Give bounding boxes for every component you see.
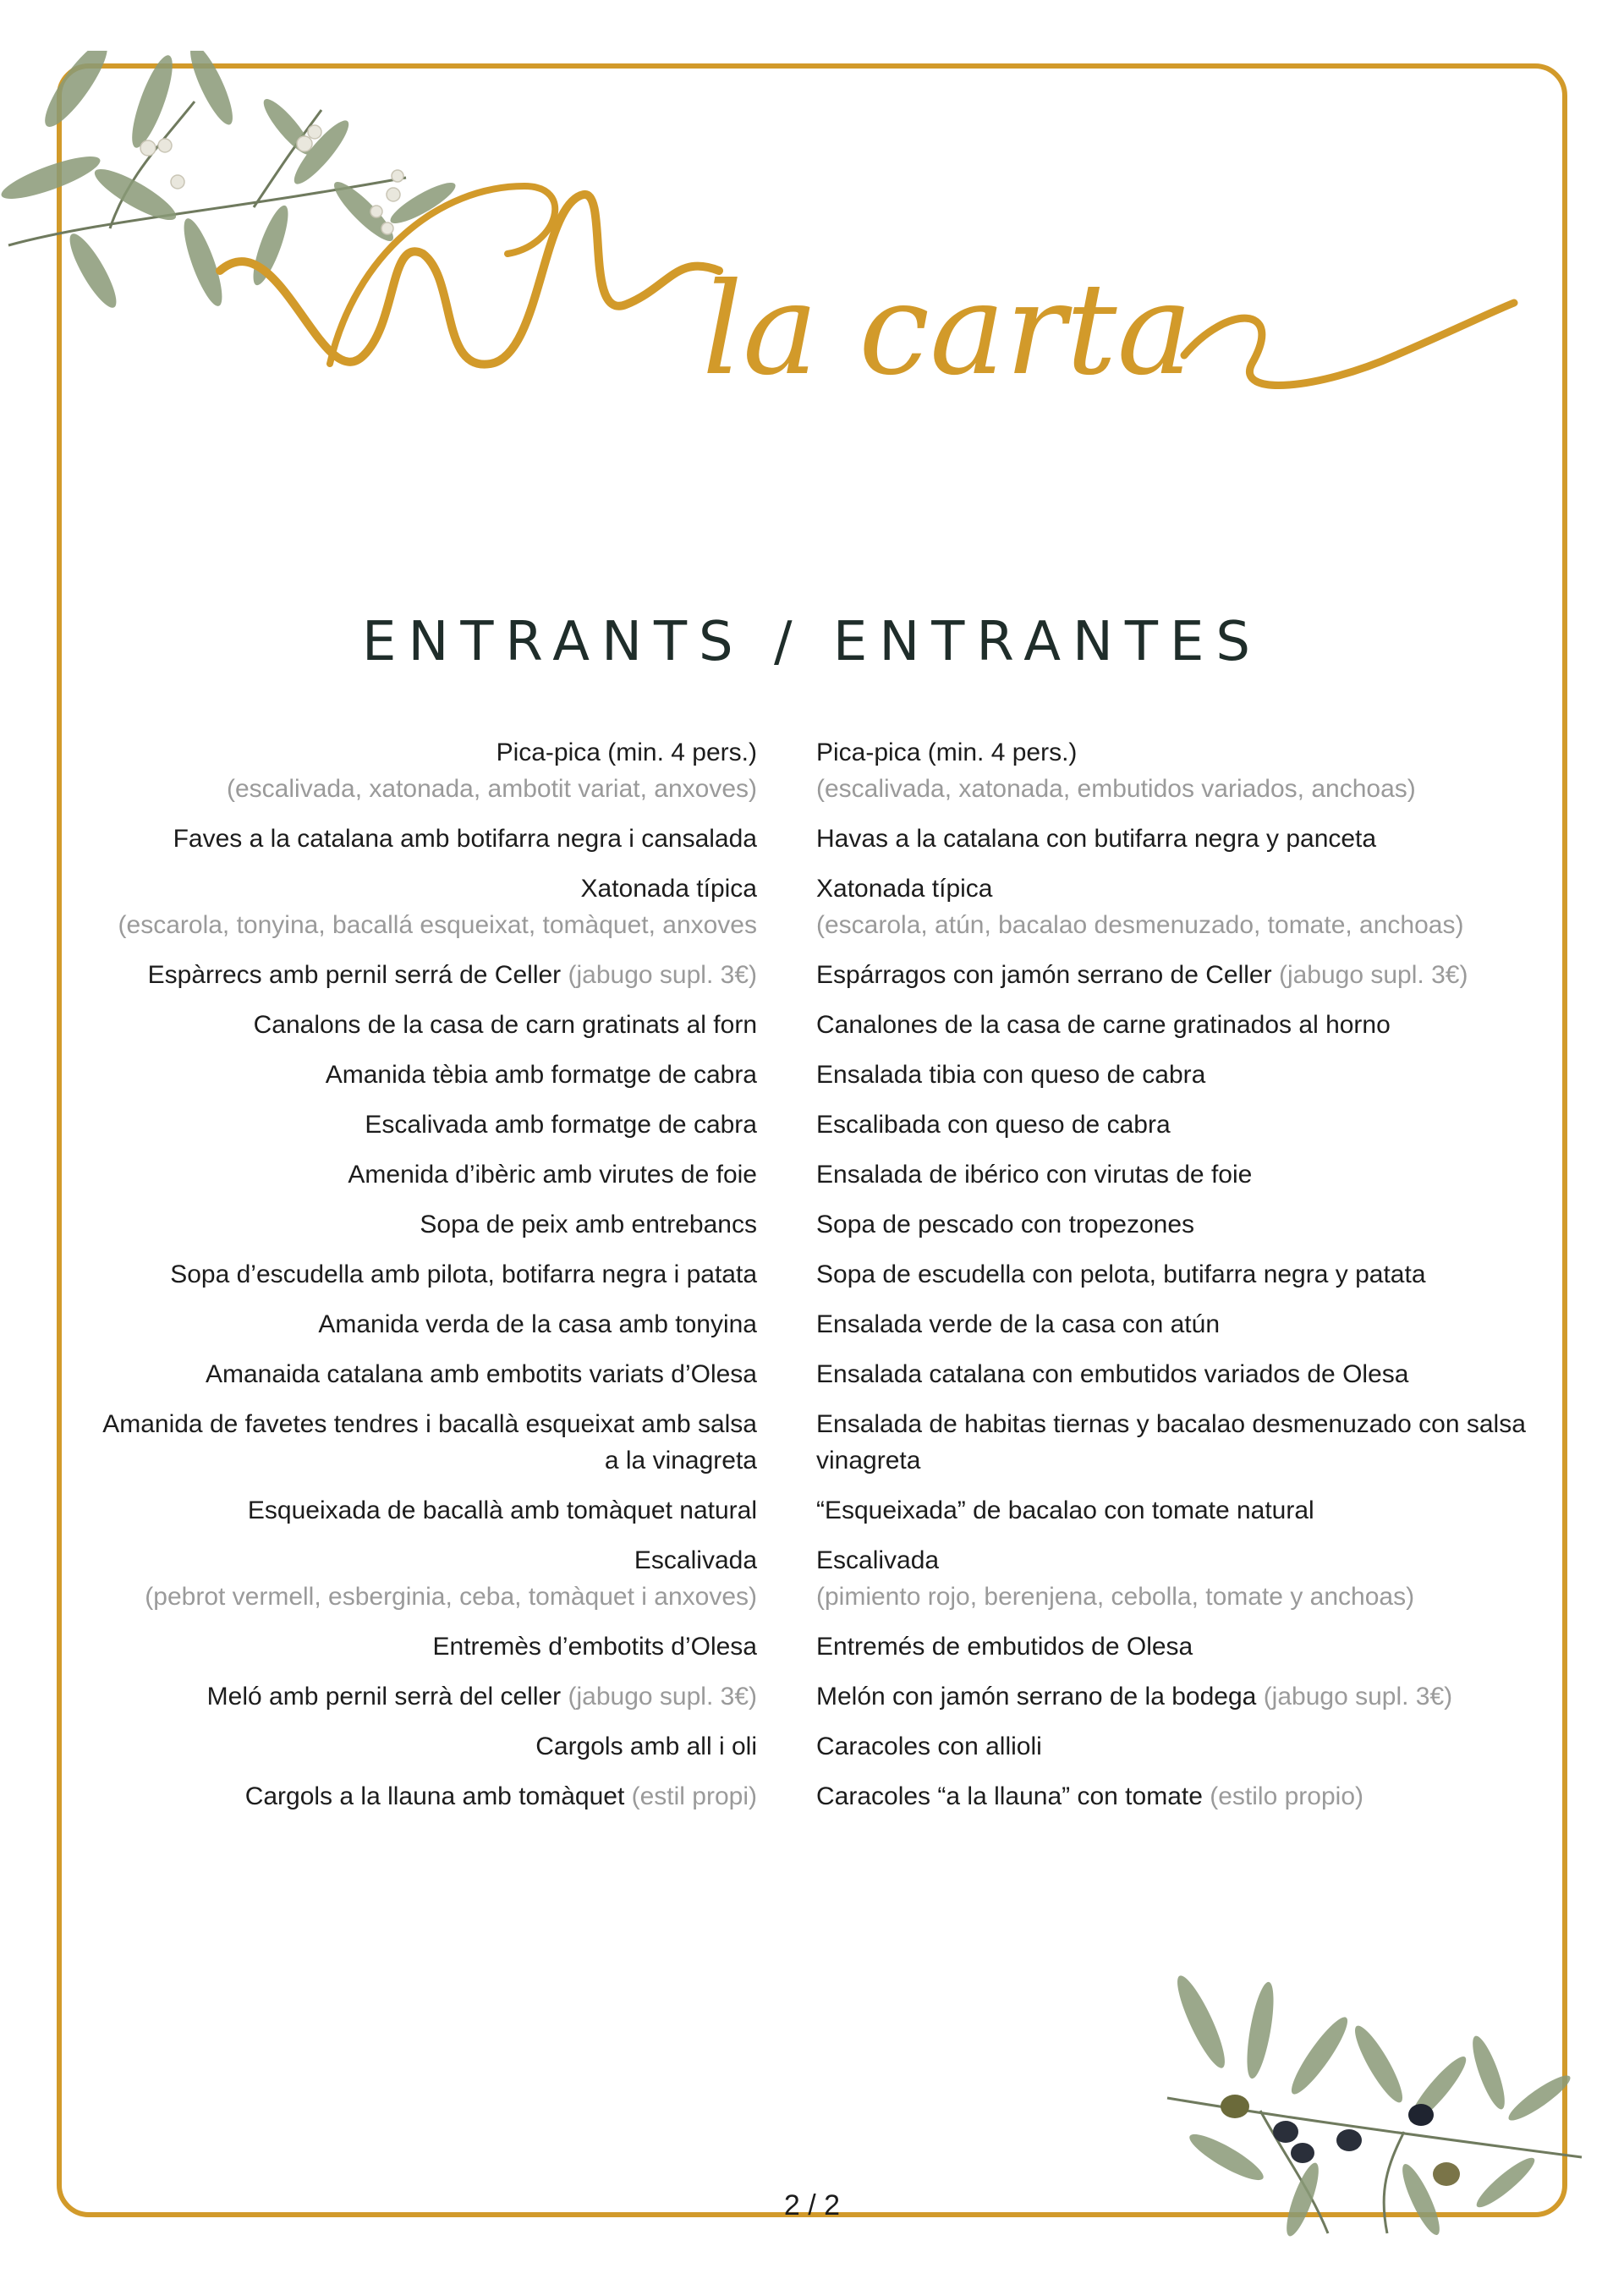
dish-name: Havas a la catalana con butifarra negra y panceta	[816, 825, 1377, 853]
dish-name: Sopa de peix amb entrebancs	[420, 1211, 757, 1238]
dish-spanish	[787, 1778, 1539, 1815]
dish-name: Ensalada de habitas tiernas y bacalao desmenuzado con salsa vinagreta	[816, 1410, 1526, 1474]
dish-spanish	[787, 1007, 1539, 1043]
dish-catalan	[85, 870, 787, 943]
dish-spanish	[787, 1678, 1539, 1715]
dish-catalan	[85, 734, 787, 807]
dish-name: Ensalada verde de la casa con atún	[816, 1310, 1220, 1338]
dish-catalan	[85, 957, 787, 993]
dish-name: Xatonada típica	[816, 875, 993, 903]
dish-name: Escalibada con queso de cabra	[816, 1111, 1171, 1139]
dish-catalan	[85, 1107, 787, 1143]
menu-row	[85, 1206, 1539, 1243]
dish-spanish	[787, 734, 1539, 807]
section-title: ENTRANTS / ENTRANTES	[362, 611, 1262, 673]
dish-name: Cargols amb all i oli	[535, 1733, 757, 1760]
dish-catalan	[85, 1306, 787, 1343]
dish-spanish	[787, 870, 1539, 943]
dish-catalan	[85, 1542, 787, 1615]
dish-name: Canalons de la casa de carn gratinats al forn	[253, 1011, 757, 1039]
dish-spanish	[787, 1356, 1539, 1392]
dish-name: Caracoles con allioli	[816, 1733, 1042, 1760]
dish-name: Amanida de favetes tendres i bacallà esqueixat amb salsa a la vinagreta	[102, 1410, 757, 1474]
menu-row	[85, 1628, 1539, 1665]
dish-name: Amenida d’ibèric amb virutes de foie	[348, 1161, 757, 1189]
dish-spanish	[787, 1728, 1539, 1765]
dish-name: Sopa d’escudella amb pilota, botifarra negra i patata	[170, 1260, 757, 1288]
dish-name: Sopa de pescado con tropezones	[816, 1211, 1194, 1238]
menu-row	[85, 1007, 1539, 1043]
menu-row	[85, 1678, 1539, 1715]
dish-spanish	[787, 1256, 1539, 1293]
dish-catalan	[85, 1007, 787, 1043]
menu-row	[85, 1306, 1539, 1343]
dish-spanish	[787, 1156, 1539, 1193]
dish-spanish	[787, 1628, 1539, 1665]
dish-spanish	[787, 1492, 1539, 1529]
dish-spanish	[787, 1206, 1539, 1243]
dish-catalan	[85, 1206, 787, 1243]
dish-name: Amanida tèbia amb formatge de cabra	[325, 1061, 757, 1089]
menu-row	[85, 1406, 1539, 1479]
dish-name: Pica-pica (min. 4 pers.)	[496, 739, 757, 766]
dish-name: Meló amb pernil serrà del celler	[206, 1683, 562, 1711]
dish-name: Melón con jamón serrano de la bodega	[816, 1683, 1257, 1711]
dish-name: Escalivada	[634, 1546, 757, 1574]
menu-row	[85, 1107, 1539, 1143]
dish-catalan	[85, 1728, 787, 1765]
dish-description: (escalivada, xatonada, ambotit variat, anxoves)	[227, 775, 757, 803]
dish-description: (escalivada, xatonada, embutidos variados, anchoas)	[816, 775, 1416, 803]
menu-row	[85, 870, 1539, 943]
menu-row	[85, 1256, 1539, 1293]
dish-name: Ensalada catalana con embutidos variados de Olesa	[816, 1360, 1409, 1388]
dish-name: Entremès d’embotits d’Olesa	[432, 1633, 757, 1661]
dish-name: Escalivada amb formatge de cabra	[365, 1111, 757, 1139]
dish-catalan	[85, 1156, 787, 1193]
menu-row	[85, 1542, 1539, 1615]
script-title: la carta	[702, 256, 1193, 404]
dish-catalan	[85, 1406, 787, 1479]
dish-description: (pebrot vermell, esberginia, ceba, tomàquet i anxoves)	[145, 1583, 757, 1611]
dish-spanish	[787, 1406, 1539, 1479]
menu-row	[85, 957, 1539, 993]
dish-name: Sopa de escudella con pelota, butifarra negra y patata	[816, 1260, 1426, 1288]
dish-name: Amanida verda de la casa amb tonyina	[318, 1310, 757, 1338]
dish-description: (escarola, tonyina, bacallá esqueixat, tomàquet, anxoves	[118, 911, 757, 939]
dish-name: “Esqueixada” de bacalao con tomate natural	[816, 1496, 1314, 1524]
dish-name: Amanaida catalana amb embotits variats d’Olesa	[205, 1360, 757, 1388]
menu-row	[85, 1492, 1539, 1529]
dish-name: Ensalada tibia con queso de cabra	[816, 1061, 1206, 1089]
dish-name: Entremés de embutidos de Olesa	[816, 1633, 1193, 1661]
dish-spanish	[787, 1057, 1539, 1093]
menu-list	[85, 734, 1539, 1828]
dish-spanish	[787, 957, 1539, 993]
dish-name: Cargols a la llauna amb tomàquet	[244, 1782, 625, 1810]
dish-name: Ensalada de ibérico con virutas de foie	[816, 1161, 1253, 1189]
dish-note: (estilo propio)	[1210, 1782, 1363, 1810]
dish-catalan	[85, 1356, 787, 1392]
dish-catalan	[85, 1492, 787, 1529]
page-number: 2 / 2	[783, 2189, 841, 2221]
dish-spanish	[787, 821, 1539, 857]
dish-name: Espárragos con jamón serrano de Celler	[816, 961, 1272, 989]
menu-row	[85, 821, 1539, 857]
dish-catalan	[85, 1778, 787, 1815]
dish-name: Escalivada	[816, 1546, 940, 1574]
menu-row	[85, 1156, 1539, 1193]
menu-row	[85, 734, 1539, 807]
dish-note: (jabugo supl. 3€)	[1263, 1683, 1453, 1711]
menu-row	[85, 1057, 1539, 1093]
dish-catalan	[85, 821, 787, 857]
dish-catalan	[85, 1057, 787, 1093]
dish-note: (jabugo supl. 3€)	[568, 961, 757, 989]
menu-row	[85, 1778, 1539, 1815]
dish-name: Xatonada típica	[580, 875, 757, 903]
dish-note: (jabugo supl. 3€)	[568, 1683, 757, 1711]
menu-row	[85, 1356, 1539, 1392]
dish-spanish	[787, 1306, 1539, 1343]
dish-name: Pica-pica (min. 4 pers.)	[816, 739, 1078, 766]
dish-name: Faves a la catalana amb botifarra negra i cansalada	[173, 825, 757, 853]
dish-name: Caracoles “a la llauna” con tomate	[816, 1782, 1203, 1810]
dish-spanish	[787, 1107, 1539, 1143]
dish-note: (jabugo supl. 3€)	[1278, 961, 1468, 989]
dish-spanish	[787, 1542, 1539, 1615]
dish-catalan	[85, 1678, 787, 1715]
dish-name: Espàrrecs amb pernil serrá de Celler	[147, 961, 562, 989]
dish-catalan	[85, 1628, 787, 1665]
dish-catalan	[85, 1256, 787, 1293]
dish-name: Esqueixada de bacallà amb tomàquet natural	[247, 1496, 757, 1524]
menu-row	[85, 1728, 1539, 1765]
dish-name: Canalones de la casa de carne gratinados al horno	[816, 1011, 1391, 1039]
dish-description: (pimiento rojo, berenjena, cebolla, tomate y anchoas)	[816, 1583, 1415, 1611]
dish-description: (escarola, atún, bacalao desmenuzado, tomate, anchoas)	[816, 911, 1464, 939]
dish-note: (estil propi)	[631, 1782, 757, 1810]
